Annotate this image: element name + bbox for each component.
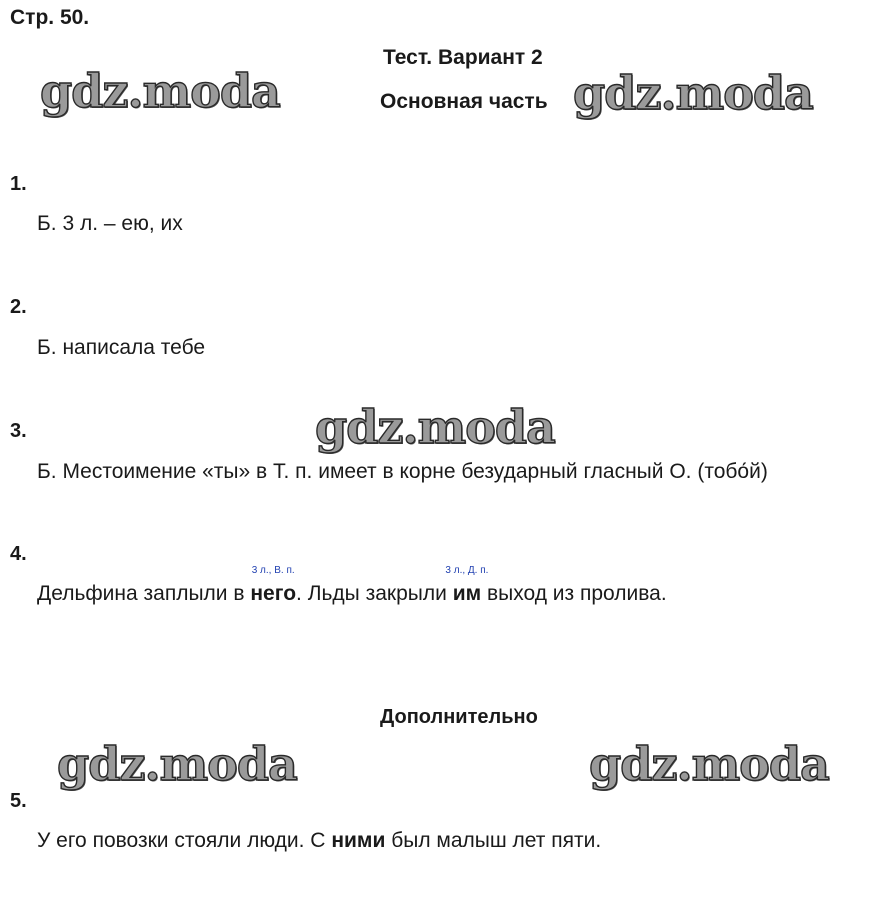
pronoun: ними [331, 829, 386, 852]
question-answer [37, 565, 667, 606]
sentence-text: выход из пролива. [481, 582, 667, 605]
sentence-text: У его повозки стояли люди. С [37, 829, 332, 852]
question-number: 3. [10, 420, 27, 442]
pronoun-annotated [250, 565, 297, 606]
question-number: 4. [10, 543, 27, 565]
grammar-note: 3 л., В. п. [251, 565, 295, 576]
page-number: Стр. 50. [10, 6, 90, 29]
sentence-text: Дельфина заплыли в [37, 582, 251, 605]
question-number: 1. [10, 173, 27, 195]
watermark: gdz.moda [40, 64, 280, 118]
sentence-text: был малыш лет пяти. [385, 829, 602, 852]
section-title-extra: Дополнительно [380, 706, 538, 728]
question-answer: Б. Местоимение «ты» в Т. п. имеет в корне безударный гласный О. (тобо́й) [37, 460, 768, 483]
pronoun: им [452, 582, 482, 605]
watermark: gdz.moda [315, 400, 555, 454]
question-number: 5. [10, 790, 27, 812]
question-number: 2. [10, 296, 27, 318]
sentence-text: . Льды закрыли [296, 582, 453, 605]
pronoun-annotated [445, 565, 489, 606]
grammar-note: 3 л., Д. п. [445, 565, 489, 576]
watermark: gdz.moda [589, 737, 829, 791]
question-answer: Б. написала тебе [37, 336, 206, 359]
watermark: gdz.moda [573, 66, 813, 120]
question-answer: Б. 3 л. – ею, их [37, 212, 183, 235]
question-answer [37, 829, 601, 853]
pronoun: него [250, 582, 297, 605]
watermark: gdz.moda [57, 737, 297, 791]
section-title-main: Основная часть [380, 90, 548, 113]
test-title: Тест. Вариант 2 [383, 46, 543, 69]
